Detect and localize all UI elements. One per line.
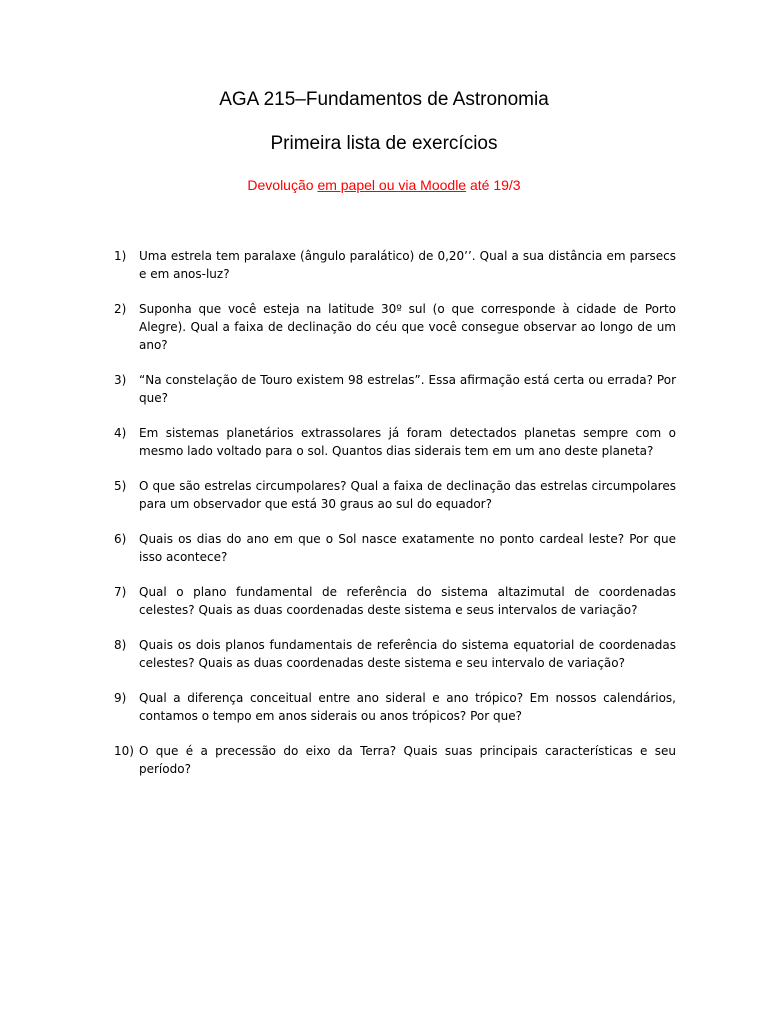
question-number: 8) [114,638,127,652]
question-number: 2) [114,302,127,316]
question-text: Quais os dois planos fundamentais de referência do sistema equatorial de coordenadas celestes? Quais as duas coordenadas deste sistema e seu intervalo de variação? [139,638,676,670]
question-number: 7) [114,585,127,599]
question-text: Uma estrela tem paralaxe (ângulo paralático) de 0,20’’. Qual a sua distância em parsecs e em anos-luz? [139,249,676,281]
question-text: Suponha que você esteja na latitude 30º sul (o que corresponde à cidade de Porto Alegre). Qual a faixa de declinação do céu que você consegue observar ao longo de um ano? [139,302,676,352]
question-item [114,371,676,407]
course-title: AGA 215–Fundamentos de Astronomia [219,89,549,110]
deadline-suffix: até 19/3 [466,177,521,193]
question-text: O que são estrelas circumpolares? Qual a faixa de declinação das estrelas circumpolares para um observador que está 30 graus ao sul do equador? [139,479,676,511]
question-item [114,636,676,672]
question-list [114,247,676,795]
question-number: 5) [114,479,127,493]
deadline-notice [0,176,768,194]
question-text: “Na constelação de Touro existem 98 estrelas”. Essa afirmação está certa ou errada? Por que? [139,373,676,405]
question-text: Qual o plano fundamental de referência do sistema altazimutal de coordenadas celestes? Quais as duas coordenadas deste sistema e seus intervalos de variação? [139,585,676,617]
question-text: Quais os dias do ano em que o Sol nasce exatamente no ponto cardeal leste? Por que isso acontece? [139,532,676,564]
question-item [114,530,676,566]
question-item [114,300,676,354]
question-item [114,247,676,283]
question-number: 1) [114,249,127,263]
question-item [114,742,676,778]
deadline-submission-link[interactable]: em papel ou via Moodle [317,177,467,193]
question-text: Qual a diferença conceitual entre ano sideral e ano trópico? Em nossos calendários, contamos o tempo em anos siderais ou anos trópicos? Por que? [139,691,676,723]
question-item [114,689,676,725]
question-number: 10) [114,744,134,758]
deadline-prefix: Devolução [247,177,318,193]
question-text: Em sistemas planetários extrassolares já foram detectados planetas sempre com o mesmo lado voltado para o sol. Quantos dias siderais tem em um ano deste planeta? [139,426,676,458]
question-text: O que é a precessão do eixo da Terra? Quais suas principais características e seu período? [139,744,676,776]
question-number: 9) [114,691,127,705]
question-item [114,583,676,619]
question-item [114,424,676,460]
question-number: 3) [114,373,127,387]
question-number: 6) [114,532,127,546]
question-number: 4) [114,426,127,440]
question-item [114,477,676,513]
list-title: Primeira lista de exercícios [270,133,498,154]
